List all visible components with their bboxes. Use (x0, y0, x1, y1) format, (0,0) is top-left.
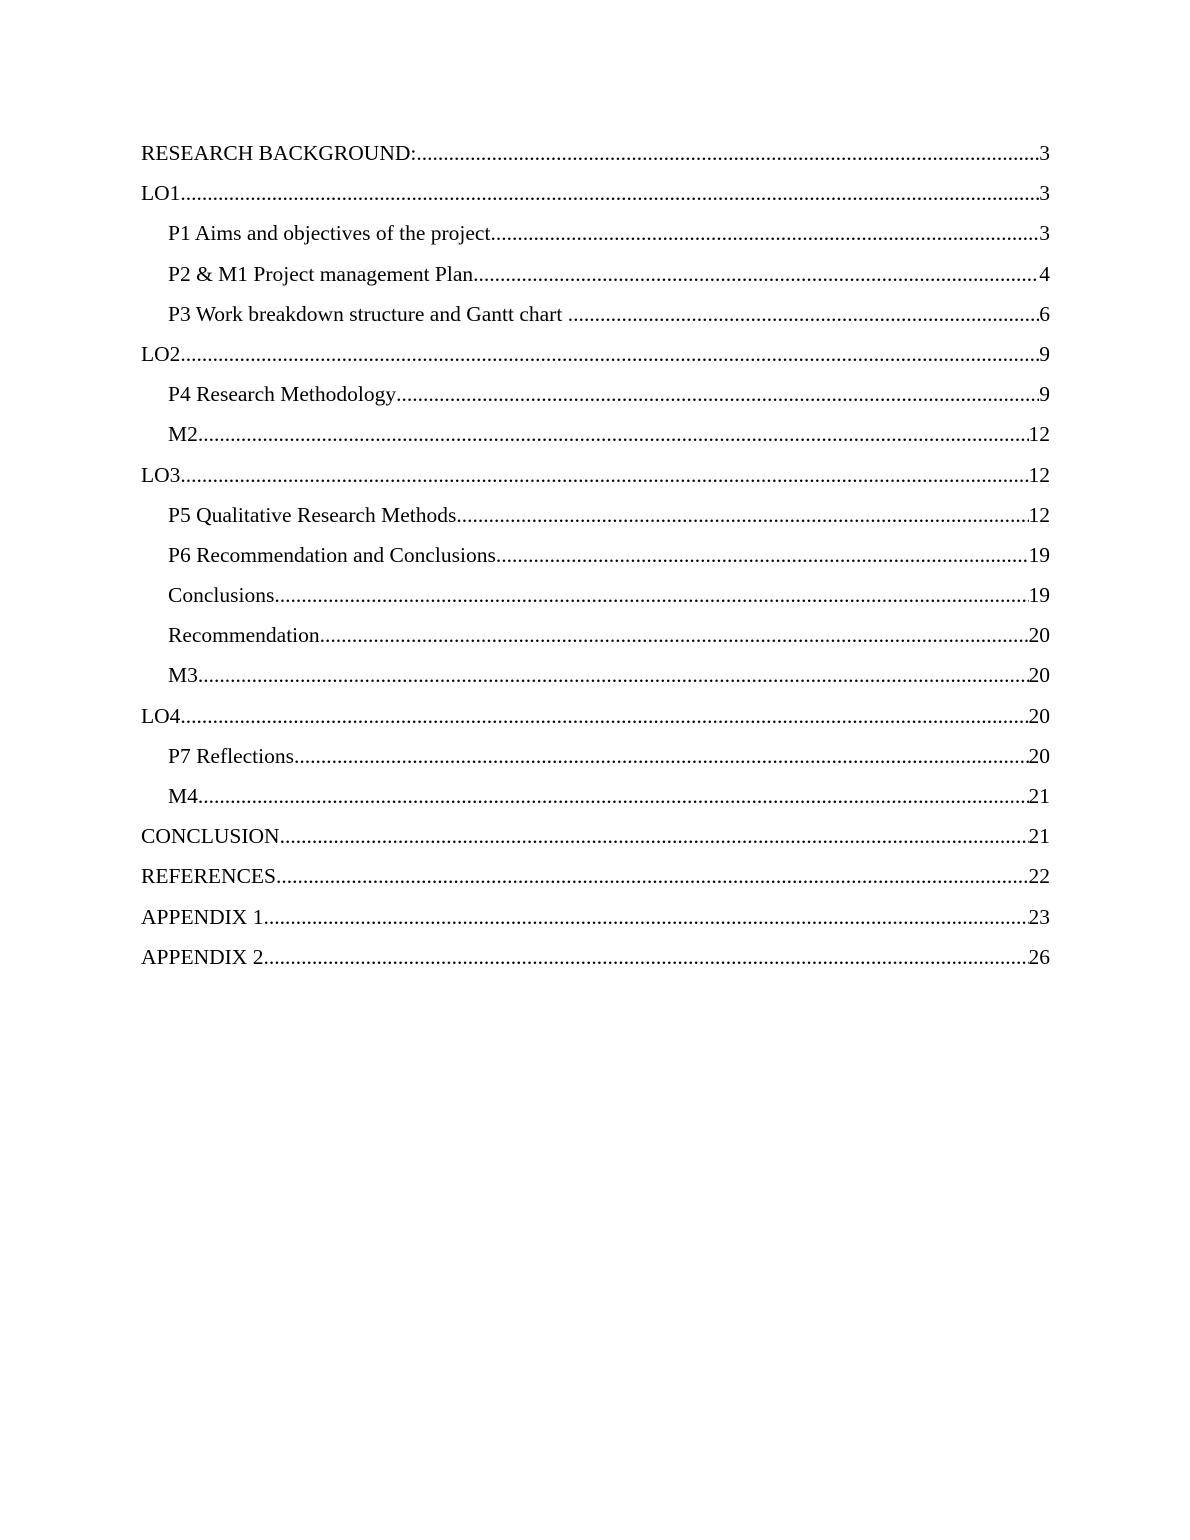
toc-page-number: 20 (1028, 663, 1050, 688)
toc-entry-appendix-2[interactable] (141, 942, 1050, 982)
toc-entry-label: APPENDIX 1 (141, 904, 264, 929)
toc-entry-label: P1 Aims and objectives of the project (168, 221, 491, 246)
toc-entry-label: LO1 (141, 181, 181, 206)
toc-entry-appendix-1[interactable] (141, 902, 1050, 942)
toc-entry-p6-recommendation[interactable] (141, 540, 1050, 580)
toc-page-number: 21 (1028, 824, 1050, 849)
toc-entry-lo4[interactable] (141, 701, 1050, 741)
toc-dot-leader (496, 540, 1029, 570)
toc-dot-leader (198, 781, 1029, 811)
toc-entry-recommendation[interactable] (141, 620, 1050, 660)
toc-dot-leader (198, 419, 1029, 449)
toc-page-number: 23 (1028, 904, 1050, 929)
toc-entry-m2[interactable] (141, 419, 1050, 459)
toc-entry-p2-m1-plan[interactable] (141, 259, 1050, 299)
toc-page-number: 3 (1039, 181, 1050, 206)
toc-page-number: 21 (1028, 784, 1050, 808)
toc-entry-p4-methodology[interactable] (141, 379, 1050, 419)
toc-dot-leader (180, 701, 1028, 731)
toc-entry-label: APPENDIX 2 (141, 944, 264, 969)
toc-entry-label: M4 (168, 784, 198, 808)
toc-entry-label: P4 Research Methodology (168, 382, 397, 407)
toc-entry-label: M3 (168, 663, 198, 688)
toc-dot-leader (180, 339, 1039, 369)
toc-page-number: 20 (1028, 703, 1050, 728)
toc-page-number: 22 (1028, 864, 1050, 889)
toc-entry-lo1[interactable] (141, 178, 1050, 218)
toc-dot-leader (396, 379, 1039, 409)
toc-entry-label: M2 (168, 422, 198, 447)
toc-dot-leader (568, 299, 1040, 329)
toc-entry-label: P3 Work breakdown structure and Gantt chart (168, 301, 568, 326)
toc-entry-label: RESEARCH BACKGROUND: (141, 141, 417, 165)
toc-page-number: 19 (1028, 542, 1050, 567)
toc-entry-conclusion[interactable] (141, 821, 1050, 861)
toc-entry-label: Recommendation (168, 623, 320, 648)
toc-dot-leader (294, 741, 1029, 771)
toc-entry-references[interactable] (141, 861, 1050, 901)
toc-page-number: 3 (1039, 141, 1050, 165)
toc-page-number: 26 (1028, 944, 1050, 969)
toc-page-number: 3 (1039, 221, 1050, 246)
toc-entry-label: LO2 (141, 341, 181, 366)
toc-entry-p3-wbs[interactable] (141, 299, 1050, 339)
toc-entry-p5-qualitative[interactable] (141, 500, 1050, 540)
toc-entry-lo2[interactable] (141, 339, 1050, 379)
toc-dot-leader (263, 902, 1028, 932)
toc-entry-label: P7 Reflections (168, 743, 294, 768)
toc-dot-leader (198, 660, 1029, 690)
toc-entry-label: P5 Qualitative Research Methods (168, 502, 457, 527)
toc-dot-leader (180, 178, 1039, 208)
toc-dot-leader (263, 942, 1028, 972)
toc-page-number: 9 (1039, 382, 1050, 407)
toc-entry-p1-aims[interactable] (141, 218, 1050, 258)
toc-page-number: 4 (1039, 261, 1050, 286)
toc-dot-leader (473, 259, 1039, 289)
toc-dot-leader (320, 620, 1029, 650)
toc-entry-lo3[interactable] (141, 460, 1050, 500)
toc-page-number: 20 (1028, 623, 1050, 648)
toc-entry-research-background[interactable] (141, 138, 1050, 178)
toc-entry-label: P2 & M1 Project management Plan (168, 261, 474, 286)
toc-entry-m4[interactable] (141, 781, 1050, 821)
toc-dot-leader (280, 821, 1029, 851)
toc-page-number: 19 (1028, 583, 1050, 608)
toc-dot-leader (490, 218, 1039, 248)
toc-page-number: 12 (1028, 422, 1050, 447)
toc-page-number: 9 (1039, 341, 1050, 366)
toc-dot-leader (274, 580, 1028, 610)
toc-entry-label: Conclusions (168, 583, 275, 608)
toc-entry-label: REFERENCES (141, 864, 276, 889)
table-of-contents (141, 138, 1050, 982)
toc-entry-label: LO3 (141, 462, 181, 487)
toc-dot-leader (416, 138, 1039, 168)
toc-page-number: 12 (1028, 462, 1050, 487)
toc-entry-p7-reflections[interactable] (141, 741, 1050, 781)
toc-page-number: 20 (1028, 743, 1050, 768)
toc-entry-conclusions[interactable] (141, 580, 1050, 620)
toc-entry-m3[interactable] (141, 660, 1050, 700)
toc-entry-label: LO4 (141, 703, 181, 728)
toc-dot-leader (276, 861, 1029, 891)
toc-page-number: 6 (1039, 301, 1050, 326)
toc-entry-label: P6 Recommendation and Conclusions (168, 542, 496, 567)
toc-entry-label: CONCLUSION (141, 824, 280, 849)
toc-dot-leader (180, 460, 1028, 490)
toc-page-number: 12 (1028, 502, 1050, 527)
toc-dot-leader (456, 500, 1028, 530)
